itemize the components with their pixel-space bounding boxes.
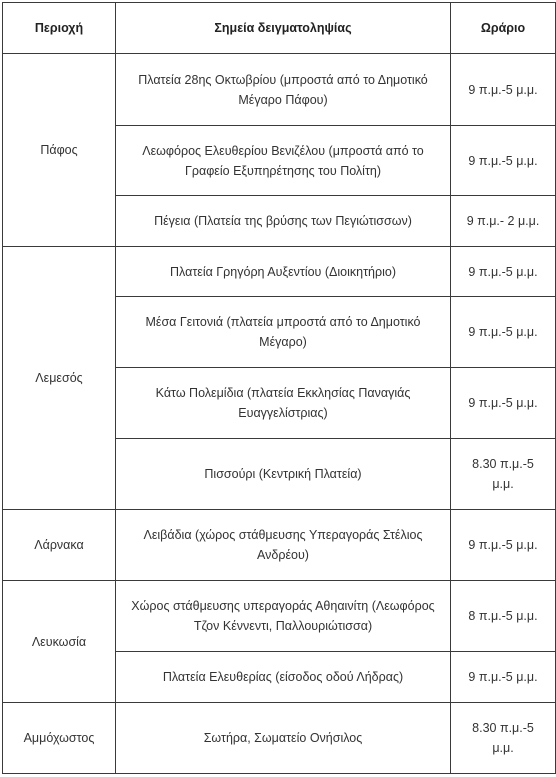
hours-cell: 9 π.μ.-5 μ.μ. <box>451 247 556 297</box>
region-cell: Αμμόχωστος <box>3 703 116 774</box>
table-body <box>3 54 556 774</box>
hours-cell: 9 π.μ.-5 μ.μ. <box>451 368 556 439</box>
hours-cell: 9 π.μ.-5 μ.μ. <box>451 652 556 703</box>
sampling-point-cell: Πλατεία Ελευθερίας (είσοδος οδού Λήδρας) <box>116 652 451 703</box>
region-cell: Πάφος <box>3 54 116 247</box>
sampling-point-cell: Πλατεία 28ης Οκτωβρίου (μπροστά από το Δημοτικό Μέγαρο Πάφου) <box>116 54 451 126</box>
sampling-points-table <box>2 2 556 774</box>
table-row <box>3 510 556 581</box>
sampling-point-cell: Πισσούρι (Κεντρική Πλατεία) <box>116 439 451 510</box>
region-cell: Λεμεσός <box>3 247 116 510</box>
region-cell: Λάρνακα <box>3 510 116 581</box>
sampling-point-cell: Μέσα Γειτονιά (πλατεία μπροστά από το Δημοτικό Μέγαρο) <box>116 297 451 368</box>
hours-cell: 8.30 π.μ.-5 μ.μ. <box>451 703 556 774</box>
header-region: Περιοχή <box>3 3 116 54</box>
sampling-point-cell: Πλατεία Γρηγόρη Αυξεντίου (Διοικητήριο) <box>116 247 451 297</box>
region-cell: Λευκωσία <box>3 581 116 703</box>
table-row <box>3 54 556 126</box>
table-header <box>3 3 556 54</box>
hours-cell: 9 π.μ.-5 μ.μ. <box>451 297 556 368</box>
hours-cell: 9 π.μ.-5 μ.μ. <box>451 126 556 196</box>
sampling-point-cell: Χώρος στάθμευσης υπεραγοράς Αθηαινίτη (Λεωφόρος Τζον Κέννεντι, Παλλουριώτισσα) <box>116 581 451 652</box>
sampling-point-cell: Κάτω Πολεμίδια (πλατεία Εκκλησίας Παναγιάς Ευαγγελίστριας) <box>116 368 451 439</box>
hours-cell: 8.30 π.μ.-5 μ.μ. <box>451 439 556 510</box>
sampling-point-cell: Λειβάδια (χώρος στάθμευσης Υπεραγοράς Στέλιος Ανδρέου) <box>116 510 451 581</box>
table-row <box>3 247 556 297</box>
sampling-point-cell: Πέγεια (Πλατεία της βρύσης των Πεγιώτισσων) <box>116 196 451 247</box>
table-row <box>3 703 556 774</box>
sampling-point-cell: Λεωφόρος Ελευθερίου Βενιζέλου (μπροστά από το Γραφείο Εξυπηρέτησης του Πολίτη) <box>116 126 451 196</box>
hours-cell: 9 π.μ.-5 μ.μ. <box>451 510 556 581</box>
hours-cell: 9 π.μ.- 2 μ.μ. <box>451 196 556 247</box>
header-row <box>3 3 556 54</box>
header-hours: Ωράριο <box>451 3 556 54</box>
sampling-point-cell: Σωτήρα, Σωματείο Ονήσιλος <box>116 703 451 774</box>
header-sampling-points: Σημεία δειγματοληψίας <box>116 3 451 54</box>
table-row <box>3 581 556 652</box>
hours-cell: 9 π.μ.-5 μ.μ. <box>451 54 556 126</box>
hours-cell: 8 π.μ.-5 μ.μ. <box>451 581 556 652</box>
